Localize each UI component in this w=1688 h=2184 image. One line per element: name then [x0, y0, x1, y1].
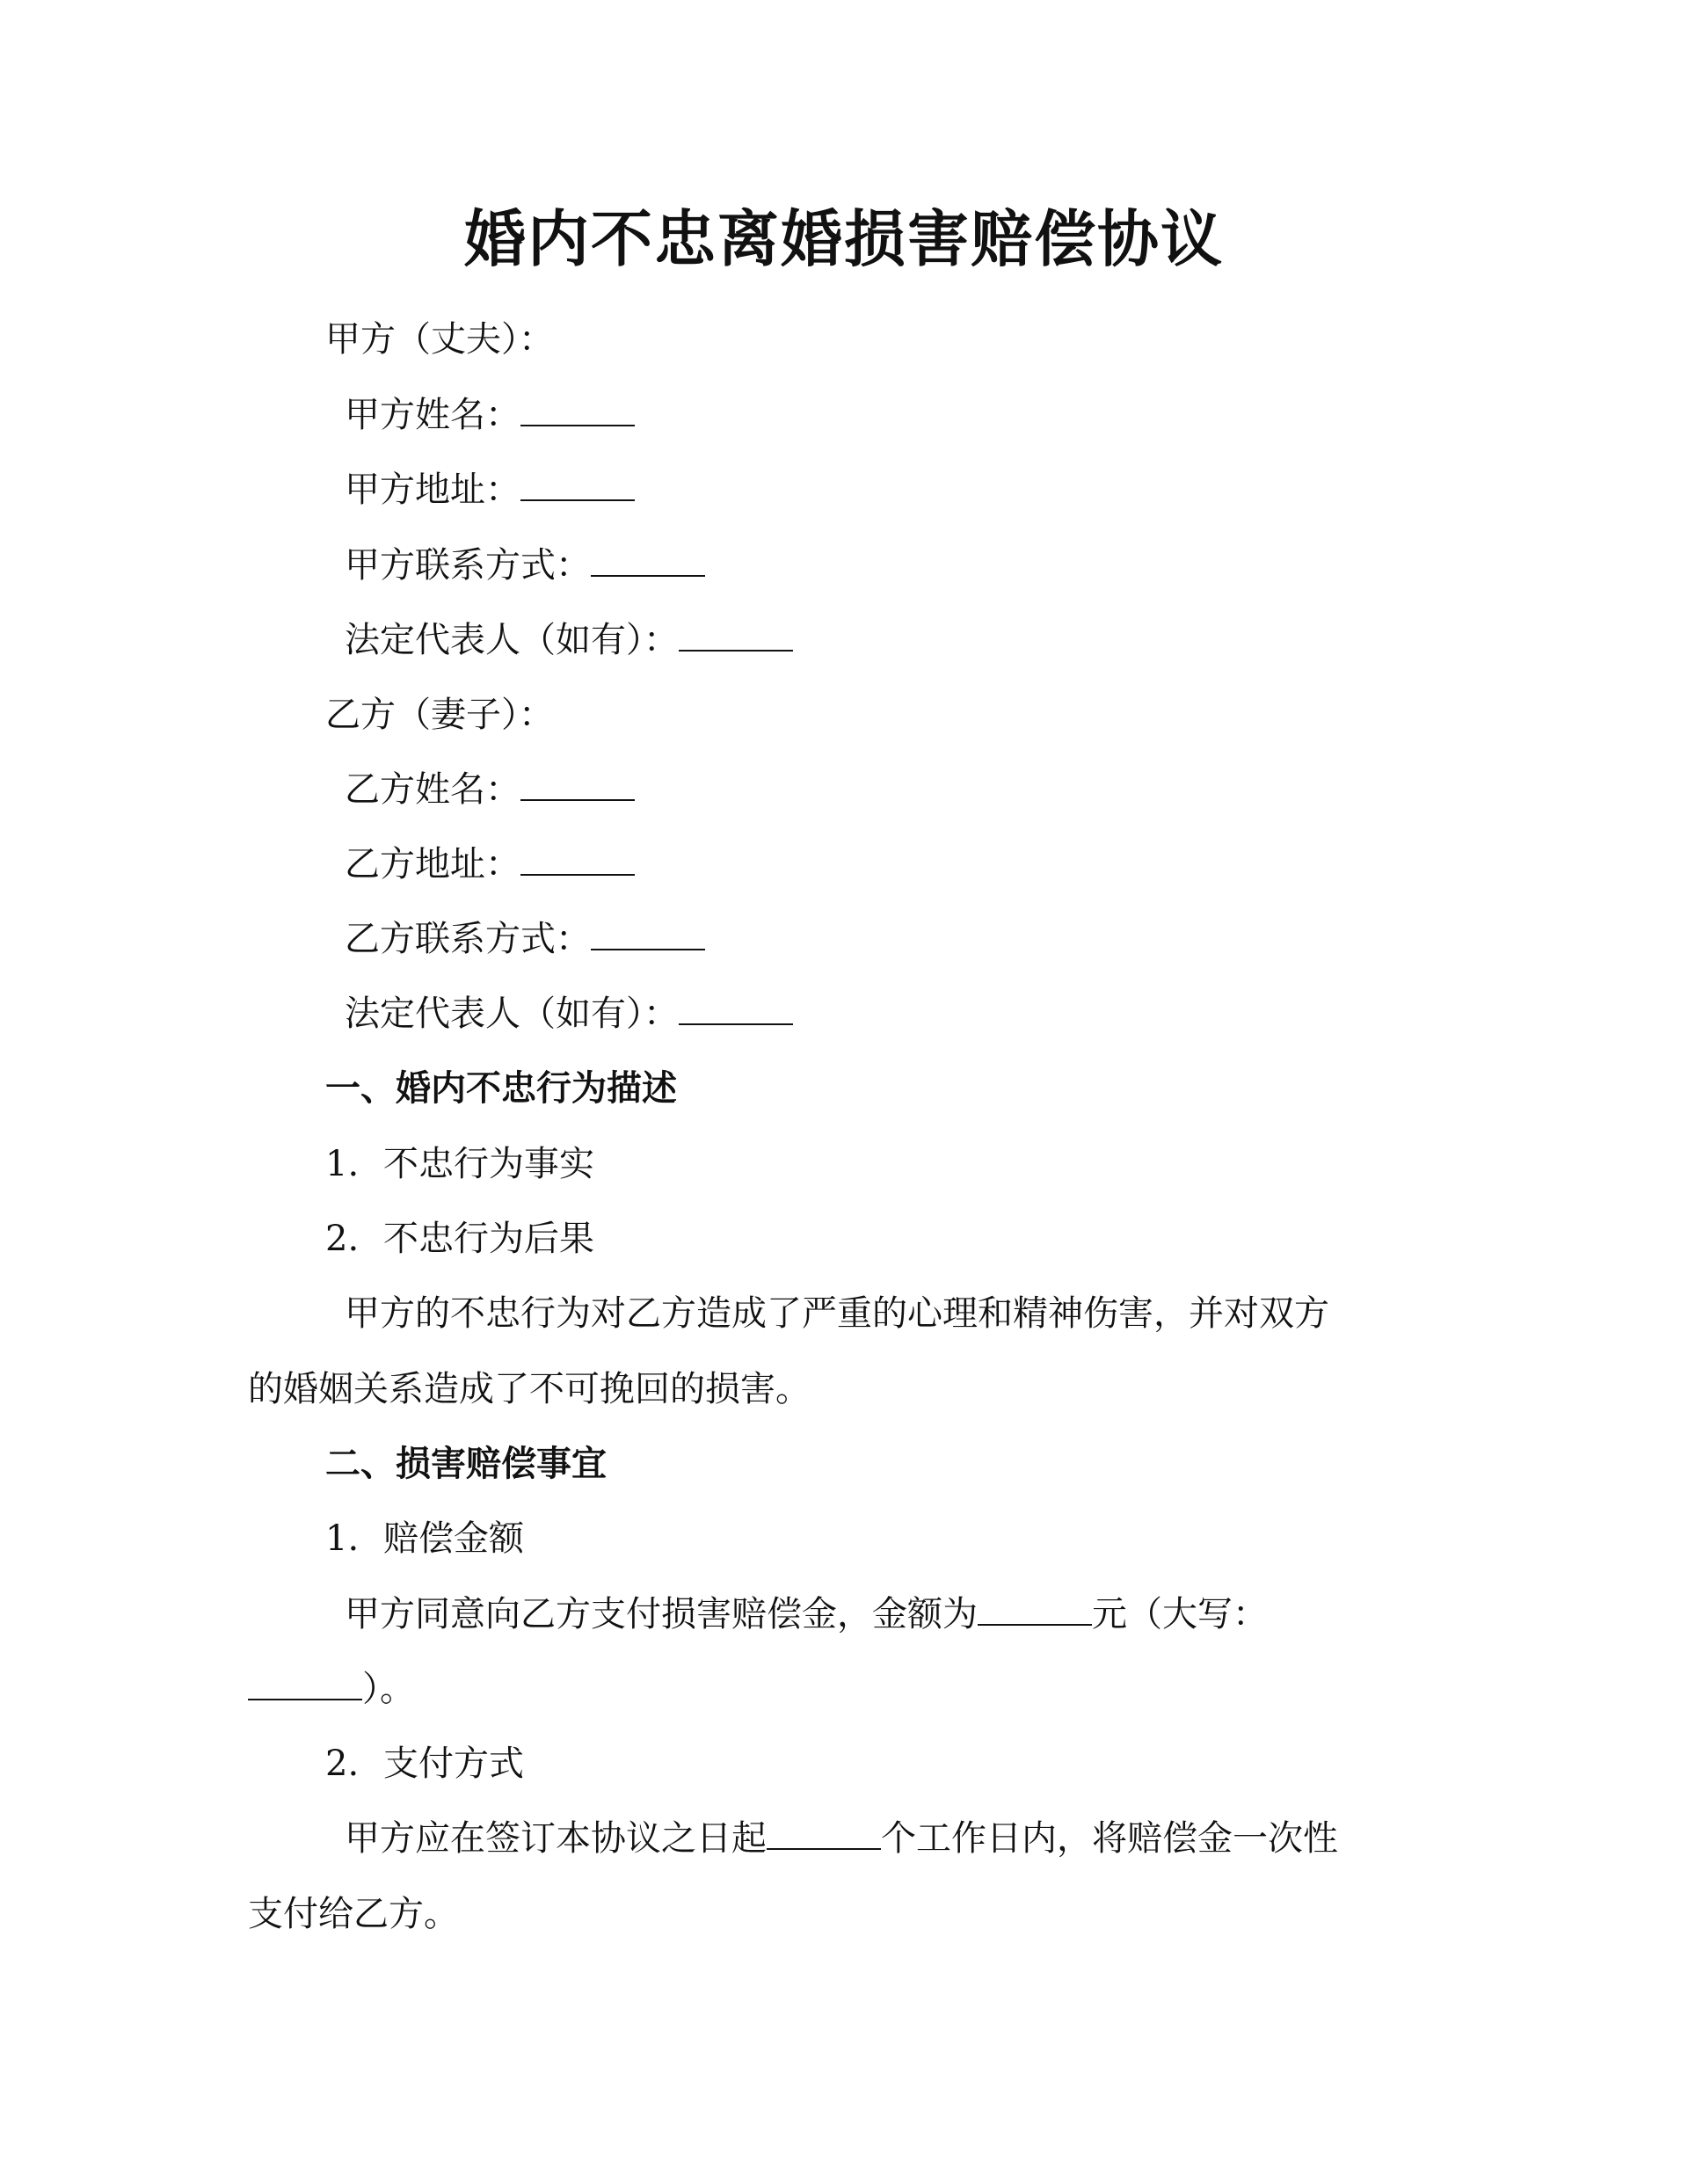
section-2-item-1-text: 赔偿金额 [383, 1518, 524, 1559]
party-a-contact-label: 甲方联系方式： [345, 545, 591, 586]
section-2-payment-line [345, 1814, 1338, 1863]
section-2-item-2-text: 支付方式 [383, 1744, 524, 1784]
party-b-address-blank [520, 848, 635, 876]
party-a-address-blank [520, 473, 635, 501]
section-2-item-1 [325, 1514, 524, 1563]
party-a-name-blank [520, 398, 635, 426]
party-a-contact-blank [591, 549, 705, 577]
party-b-contact-row [345, 914, 705, 964]
amount-words-blank [248, 1672, 362, 1700]
section-1-item-2-text: 不忠行为后果 [383, 1219, 594, 1259]
section-1-paragraph-line-1: 甲方的不忠行为对乙方造成了严重的心理和精神伤害，并对双方 [345, 1293, 1329, 1334]
party-b-rep-row [345, 989, 793, 1038]
party-a-header: 甲方（丈夫）： [325, 319, 554, 360]
party-b-rep-label: 法定代表人（如有）： [345, 994, 679, 1034]
section-1-item-1-number: 1. [325, 1144, 360, 1184]
section-2-item-1-number: 1. [325, 1518, 360, 1559]
section-2-item-2-number: 2. [325, 1744, 360, 1784]
payment-text-after: 个工作日内，将赔偿金一次性 [881, 1818, 1338, 1859]
party-a-rep-row [345, 615, 793, 665]
party-b-name-blank [520, 773, 635, 801]
section-1-item-2-number: 2. [325, 1219, 360, 1259]
party-a-contact-row [345, 541, 705, 590]
amount-text-before: 甲方同意向乙方支付损害赔偿金，金额为 [345, 1594, 978, 1634]
payment-text-before: 甲方应在签订本协议之日起 [345, 1818, 767, 1859]
party-b-name-label: 乙方姓名： [345, 769, 520, 810]
party-a-name-label: 甲方姓名： [345, 395, 520, 435]
party-b-contact-blank [591, 922, 705, 950]
party-b-address-label: 乙方地址： [345, 844, 520, 885]
amount-blank [978, 1598, 1092, 1626]
section-2-amount-line-2 [248, 1664, 415, 1714]
party-b-rep-blank [679, 997, 793, 1025]
document-title: 婚内不忠离婚损害赔偿协议 [464, 203, 1224, 275]
party-b-contact-label: 乙方联系方式： [345, 919, 591, 959]
party-b-address-row [345, 840, 635, 889]
party-a-name-row [345, 390, 635, 440]
section-1-item-1-text: 不忠行为事实 [383, 1144, 594, 1184]
amount-text-end: ）。 [362, 1669, 415, 1709]
party-b-name-row [345, 765, 635, 814]
payment-days-blank [767, 1822, 881, 1850]
section-1-item-2 [325, 1214, 594, 1263]
section-2-payment-line-2: 支付给乙方。 [248, 1894, 459, 1934]
section-2-heading: 二、损害赔偿事宜 [325, 1444, 607, 1484]
section-2-amount-line [345, 1590, 1268, 1639]
party-a-address-label: 甲方地址： [345, 470, 520, 510]
amount-text-after: 元（大写： [1092, 1594, 1268, 1634]
section-2-item-2 [325, 1739, 524, 1788]
section-1-item-1 [325, 1139, 594, 1189]
section-1-heading: 一、婚内不忠行为描述 [325, 1068, 677, 1109]
party-a-address-row [345, 465, 635, 514]
section-1-paragraph-line-2: 的婚姻关系造成了不可挽回的损害。 [248, 1369, 811, 1409]
party-a-rep-blank [679, 623, 793, 652]
party-b-header: 乙方（妻子）： [325, 695, 554, 735]
party-a-rep-label: 法定代表人（如有）： [345, 620, 679, 660]
